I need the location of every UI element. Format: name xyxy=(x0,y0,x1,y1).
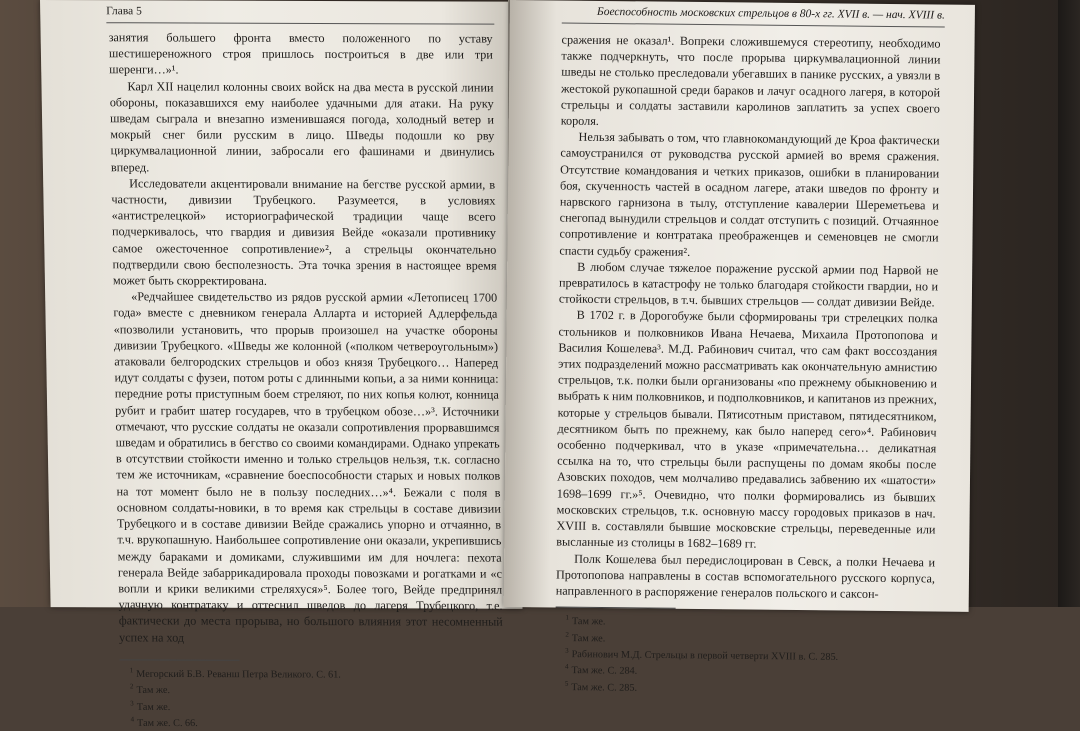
paragraph: занятия большего фронта вместо положенного по уставу шестишереножного строя пришлось построиться в две или три шеренги…»¹. xyxy=(108,30,493,77)
paragraph: Полк Кошелева был передислоцирован в Севск, а полки Нечаева и Протопопова направлены в состав вспомогательного русского корпуса, направленного в распоряжение генералов польского и саксон- xyxy=(555,551,936,601)
book-cover-edge xyxy=(1058,0,1080,607)
footnote: $^3$ Там же. xyxy=(130,698,171,713)
left-page xyxy=(40,0,523,729)
footnote: $^1$ Там же. xyxy=(565,613,606,628)
right-page xyxy=(504,0,975,694)
running-title: Боеспособность московских стрельцов в 80-х гг. XVII в. — нач. XVIII в. xyxy=(596,5,945,22)
right-page-body xyxy=(504,23,975,603)
footnote-divider xyxy=(556,607,676,609)
paragraph: Нельзя забывать о том, что главнокомандующий де Кроа фактически самоустранился от руководства русской армией во время сражения. Отсутствие командования и четких приказов, ошибки в планировании боя, скученность частей в осадном лагере, атаки шведов по фронту и нарвского гарнизона в тылу, отступление кавалерии Шереметьева и снегопад вынудили стрельцов и солдат отступить с позиций. Отчаянное сопротивление и контратака преображенцев и семеновцев не смогли спасти судьбу сражения². xyxy=(559,129,940,259)
left-page-header xyxy=(106,0,494,24)
paragraph: сражения не оказал¹. Вопреки сложившемуся стереотипу, необходимо также подчеркнуть, что после прорыва циркумвалационной линии шведы не столько преследовали убегавших в панике русских, а увязли в жестокой рукопашной среди бараков и лачуг осадного лагеря, в которой стрельцы и солдаты заставили каролинов заплатить за успех своего короля. xyxy=(560,32,941,128)
paragraph: В 1702 г. в Дорогобуже были сформированы три стрелецких полка стольников и полковников Ивана Нечаева, Михаила Протопопова и Василия Кошелева³. М.Д. Рабинович считал, что сам факт воссоздания этих подразделений можно рассматривать как окончательную амнистию стрельцов, т.к. полки были организованы «по прежнему обыкновению и выбрать к ним полковников, и подполковников, и капитанов из прежних, которые у стрельцов бывали. Пятисотным приставом, пятидесятником, десятником быть по прежнему, как было наперед сего»⁴. Рабинович особенно подчеркивал, что в указе «примечательна… деликатная ссылка на то, что стрельцы были распущены по домам якобы после Азовских походов, чем молчаливо предавались забвению их «шатости» 1698–1699 гг.»⁵. Очевидно, что полки формировались из бывших московских стрельцов, т.к. основную массу городовых приказов в нач. XVIII в. составляли бывшие московские стрельцы, переведенные или высланные из столицы в 1682–1689 гг. xyxy=(556,308,938,551)
footnote: $^4$ Там же. С. 66. xyxy=(130,715,198,729)
footnote: $^1$ Мегорский Б.В. Реванш Петра Великого. С. 61. xyxy=(129,666,341,681)
paragraph: Карл XII нацелил колонны своих войск на два места в русской линии обороны, показавшихся ему наиболее удачными для атаки. На руку шведам сыграла и внезапно изменившаяся погода, холодный ветер и мокрый снег били русским в лицо. Шведы подошли ко рву циркумвалационной линии, забросали его фашинами и двинулись вперед. xyxy=(109,78,495,175)
footnote-divider xyxy=(119,659,239,660)
paragraph: В любом случае тяжелое поражение русской армии под Нарвой не превратилось в катастрофу не только благодаря стойкости гвардии, но и стойкости стрельцов, в т.ч. бывших стрельцов — солдат дивизии Вейде. xyxy=(558,259,939,310)
right-footnotes xyxy=(503,611,969,698)
left-page-body xyxy=(40,23,523,646)
chapter-label: Глава 5 xyxy=(106,5,142,18)
paragraph: «Редчайшее свидетельство из рядов русской армии «Летописец 1700 года» вместе с дневником генерала Алларта и историей Адлерфельда «позволили установить, что прорыв произошел на участке обороны дивизии Трубецкого. «Шведы же колонной («полком четвероугольным») атаковали белгородских стрельцов и обоз князя Трубецкого… Наперед идут солдаты с фузеи, потом роты с длинными копьи, а за ними конница: передние роты приступным боем стреляют, по них копья колют, конница рубит и грабит шатер государев, что в трубецком обозе…»³. Источники отмечают, что русские солдаты не оказали сопротивления прорвавшимся шведам и обратились в бегство со своими командирами. Однако упрекать в отсутствии стойкости именно и только стрельцов нельзя, т.к. согласно тем же источникам, «сравнение боеспособности старых и новых полков на тот момент было не в пользу последних…»⁴. Бежали с поля в основном солдаты-новики, в то время как стрельцы в составе дивизии Трубецкого и в составе дивизии Вейде сражались упорно и отчаянно, в т.ч. врукопашную. Наибольшее сопротивление они оказали, укрепившись между бараками и домиками, служившими им для ночлега: пехота генерала Вейде забаррикадировала проходы повозками и рогатками и «с вопли и крики великими стреляхуся»⁵. Более того, Вейде предпринял удачную контратаку и оттеснил шведов до лагеря Трубецкого, т.е. фактически до места прорыва, но большого влияния этот несомненный успех на ход xyxy=(113,289,503,645)
footnote: $^3$ Рабинович М.Д. Стрельцы в первой четверти XVIII в. С. 285. xyxy=(565,646,839,663)
paragraph: Исследователи акцентировали внимание на бегстве русской армии, в частности, дивизии Трубецкого. Разумеется, в условиях «антистрелецкой» историографической традиции чаще всего подчеркивалось, что гвардия и дивизия Вейде «оказали противнику самое ожесточенное сопротивление»², а стрельцы окончательно подтвердили свою бесполезность. Эта точка зрения в настоящее время может быть скорректирована. xyxy=(111,176,497,288)
footnote: $^2$ Там же. xyxy=(129,682,171,697)
left-footnotes xyxy=(52,664,525,731)
open-book xyxy=(40,0,975,729)
footnote: $^2$ Там же. xyxy=(565,630,606,644)
footnote: $^4$ Там же. С. 284. xyxy=(564,662,638,678)
footnote: $^5$ Там же. С. 285. xyxy=(564,679,638,694)
